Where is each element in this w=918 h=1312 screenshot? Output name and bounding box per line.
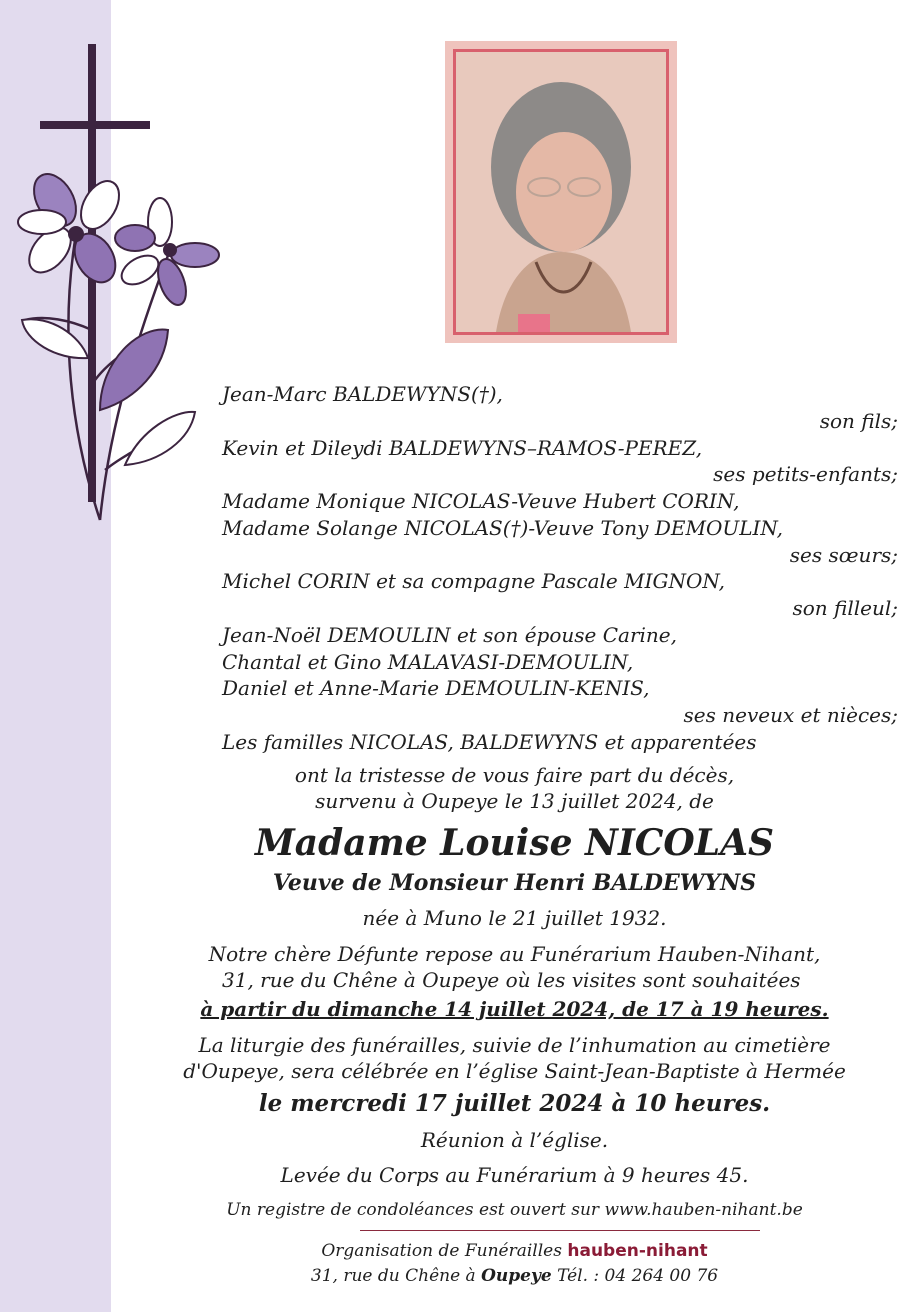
widow-line: Veuve de Monsieur Henri BALDEWYNS [272, 870, 757, 896]
brand-name: hauben-nihant [567, 1241, 708, 1261]
family-line: Jean-Marc BALDEWYNS(†), [222, 382, 503, 406]
leaf-icons [22, 319, 195, 465]
family-line: Michel CORIN et sa compagne Pascale MIGNON, [222, 569, 725, 594]
family-line: Jean-Noël DEMOULIN et son épouse Carine, [222, 622, 677, 647]
visitation-hours: à partir du dimanche 14 juillet 2024, de 17 à 19 heures. [200, 997, 829, 1021]
funeral-line: Réunion à l’église. [420, 1128, 609, 1152]
family-line: ses petits-enfants; [713, 462, 898, 487]
footer-divider [360, 1230, 760, 1231]
family-line: Madame Solange NICOLAS(†)-Veuve Tony DEMOULIN, [222, 515, 783, 540]
family-line: Kevin et Dileydi BALDEWYNS–RAMOS-PEREZ, [222, 435, 703, 460]
footer-address [111, 1263, 918, 1290]
footer-city: Oupeye [481, 1266, 552, 1286]
right-flower-icon [115, 198, 219, 309]
funeral-line: Levée du Corps au Funérarium à 9 heures 45. [280, 1163, 749, 1187]
family-line: Chantal et Gino MALAVASI-DEMOULIN, [222, 649, 634, 674]
family-line: Les familles NICOLAS, BALDEWYNS et apparentées [222, 729, 757, 754]
footer-organisation [111, 1238, 918, 1265]
portrait-photo [453, 49, 669, 335]
funeral-line: d'Oupeye, sera célébrée en l’église Saint-Jean-Baptiste à Hermée [183, 1059, 846, 1083]
condolences-note: Un registre de condoléances est ouvert sur www.hauben-nihant.be [226, 1200, 803, 1220]
funeral-date: le mercredi 17 juillet 2024 à 10 heures. [258, 1090, 771, 1117]
portrait-frame [445, 41, 677, 343]
footer-org-prefix: Organisation de Funérailles [321, 1241, 562, 1261]
announcement-line: ont la tristesse de vous faire part du décès, [294, 763, 735, 787]
footer-phone: Tél. : 04 264 00 76 [557, 1266, 719, 1286]
family-line: Daniel et Anne-Marie DEMOULIN-KENIS, [222, 676, 650, 701]
visitation-line: 31, rue du Chêne à Oupeye où les visites sont souhaitées [222, 968, 801, 992]
funeral-line: La liturgie des funérailles, suivie de l’inhumation au cimetière [198, 1033, 831, 1057]
family-line: Madame Monique NICOLAS-Veuve Hubert CORIN, [222, 489, 740, 513]
announcement-line: survenu à Oupeye le 13 juillet 2024, de [315, 789, 714, 813]
footer-address-prefix: 31, rue du Chêne à [310, 1266, 476, 1286]
family-line: son fils; [819, 408, 898, 433]
birth-line: née à Muno le 21 juillet 1932. [362, 906, 667, 930]
left-flower-icon [18, 167, 127, 290]
family-line: ses sœurs; [789, 542, 898, 567]
visitation-line: Notre chère Défunte repose au Funérarium Hauben-Nihant, [208, 942, 821, 966]
family-line: ses neveux et nièces; [683, 703, 898, 727]
cross-and-flowers-decoration [0, 0, 230, 540]
deceased-name: Madame Louise NICOLAS [254, 822, 775, 864]
family-line: son filleul; [792, 596, 898, 620]
